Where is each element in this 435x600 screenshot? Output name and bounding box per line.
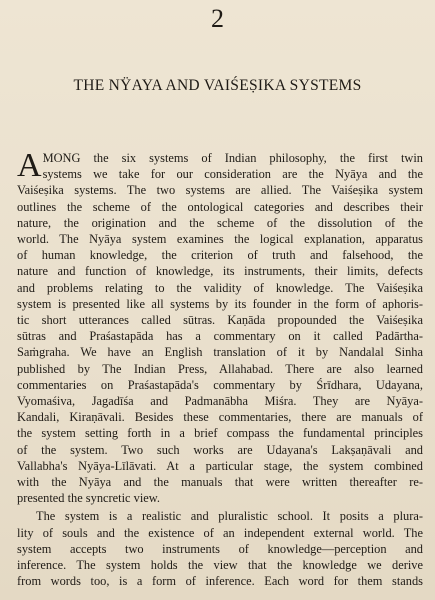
text-line: MONG the six systems of Indian philosophy, the first twin <box>42 151 423 165</box>
text-line: of the system. Two such works are Udayana's Lakṣaṇāvali and <box>17 442 423 457</box>
text-line: commentaries on Praśastapāda's commentary by Śrīdhara, Udayana, <box>17 377 423 392</box>
text-line: Vaiśeṣika systems. The two systems are allied. The Vaiśeṣika system <box>17 183 423 198</box>
text-line: Vyomaśiva, Jagadīśa and Padmanābha Miśra. They are Nyāya- <box>17 394 423 409</box>
text-line: and problems relating to the validity of knowledge. The Vaiśeṣika <box>17 280 423 295</box>
text-line: with the Nyāya and the manuals that were written thereafter re- <box>17 475 423 490</box>
text-line: nature, the origination and the scheme of the dissolution of the <box>17 215 423 230</box>
text-line: of human knowledge, the criterion of truth and falsehood, the <box>17 248 423 263</box>
text-line: Saṁgraha. We have an English translation of it by Nandalal Sinha <box>17 345 423 360</box>
paragraph-1 <box>17 147 423 506</box>
text-line: sūtras and Praśastapāda has a commentary on it called Padārtha- <box>17 329 423 344</box>
drop-cap: A <box>17 147 42 184</box>
chapter-title: THE NŸAYA AND VAIŚEṢIKA SYSTEMS <box>73 77 362 94</box>
text-line: tic short utterances called sūtras. Kaṇāda propounded the Vaiśeṣika <box>17 313 423 328</box>
text-line: Kandali, Kiraṇāvali. Besides these commentaries, there are manuals of <box>17 410 423 425</box>
text-line: the system setting forth in a brief compass the fundamental principles <box>17 426 423 441</box>
text-line: from words too, is a form of inference. Each word for them stands <box>17 574 423 589</box>
text-line: Vallabha's Nyāya-Līlāvati. At a particular stage, the system combined <box>17 458 423 473</box>
text-line: systems we take for our consideration are the Nyāya and the <box>42 167 423 182</box>
text-line: published by The Indian Press, Allahabad. There are also learned <box>17 361 423 376</box>
paragraph-2 <box>17 508 423 589</box>
text-line: system accepts two instruments of knowledge—perception and <box>17 541 423 556</box>
text-line: system is presented like all systems by its founder in the form of aphoris- <box>17 296 423 311</box>
body-text <box>17 147 423 589</box>
chapter-number: 2 <box>211 4 224 33</box>
text-line: The system is a realistic and pluralistic school. It posits a plura- <box>36 509 423 524</box>
text-line: outlines the scheme of the ontological categories and describes their <box>17 199 423 214</box>
text-line: world. The Nyāya system examines the logical explanation, apparatus <box>17 232 423 247</box>
text-line: nature and function of knowledge, its instruments, their limits, defects <box>17 264 423 279</box>
text-line: lity of souls and the existence of an independent external world. The <box>17 525 423 540</box>
text-line: inference. The system holds the view that the knowledge we derive <box>17 558 423 573</box>
text-line: presented the syncretic view. <box>17 491 161 506</box>
